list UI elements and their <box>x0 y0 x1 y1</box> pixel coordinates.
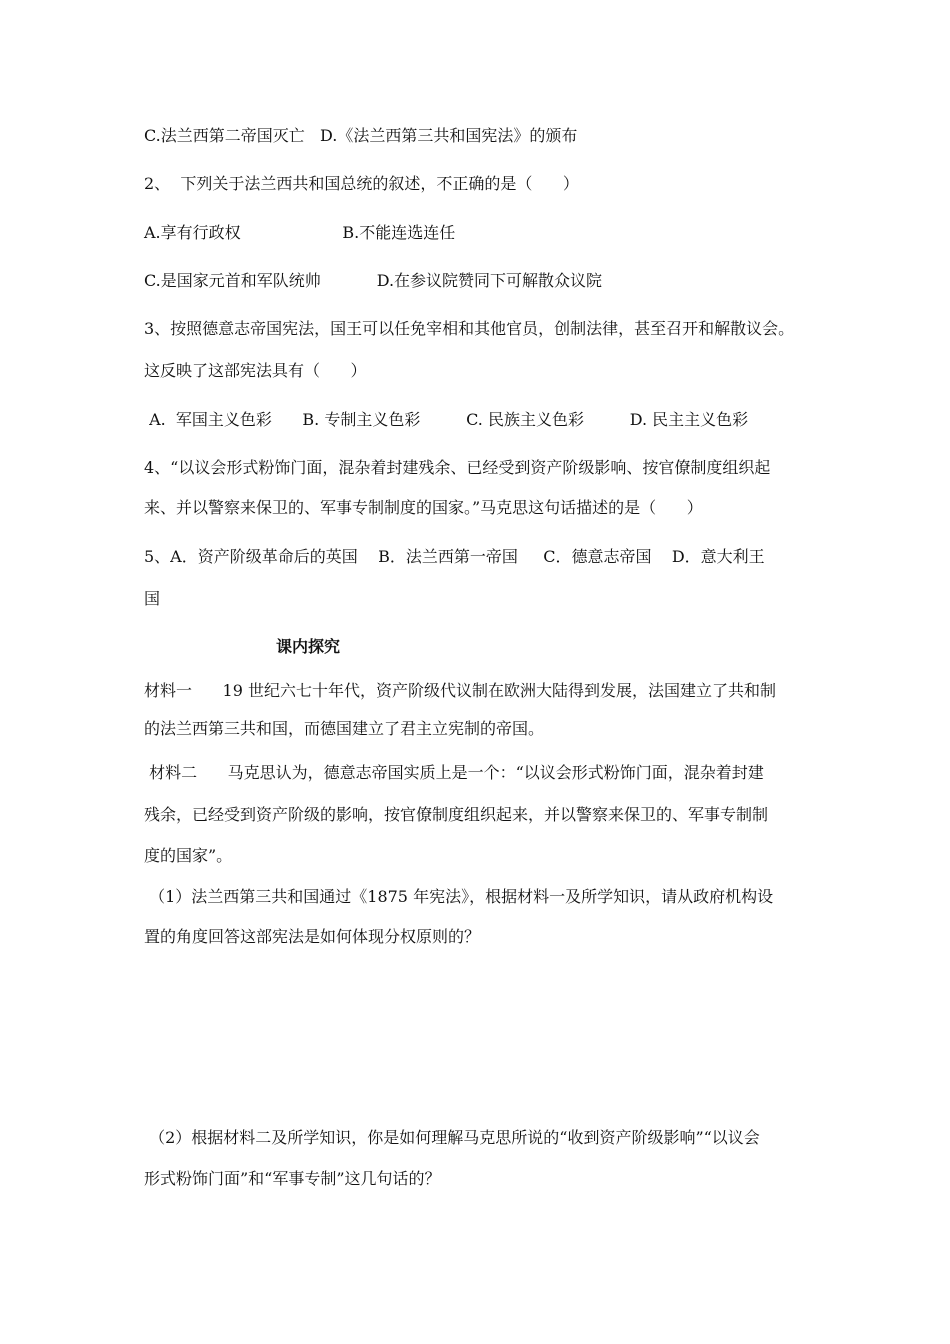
q4-stem-line1: 4、“以议会形式粉饰门面，混杂着封建残余、已经受到资产阶级影响、按官僚制度组织起 <box>144 458 771 477</box>
q2-options-ab: A.享有行政权 B.不能连选连任 <box>144 223 456 242</box>
q1-options-cd: C.法兰西第二帝国灭亡 D.《法兰西第三共和国宪法》的颁布 <box>144 126 578 145</box>
material2-line3: 度的国家”。 <box>144 846 233 865</box>
q3-stem-line2: 这反映了这部宪法具有（ ） <box>144 361 367 380</box>
section-heading: 课内探究 <box>276 637 341 656</box>
q5-options-line1: 5、A．资产阶级革命后的英国 B．法兰西第一帝国 C．德意志帝国 D．意大利王 <box>144 547 765 566</box>
question2-line1: （2）根据材料二及所学知识，你是如何理解马克思所说的“收到资产阶级影响”“以议会 <box>144 1128 760 1147</box>
q2-stem: 2、 下列关于法兰西共和国总统的叙述，不正确的是（ ） <box>144 174 579 193</box>
q4-stem-line2: 来、并以警察来保卫的、军事专制制度的国家。”马克思这句话描述的是（ ） <box>144 498 703 517</box>
question1-line2: 置的角度回答这部宪法是如何体现分权原则的？ <box>144 927 481 946</box>
material1-line1: 材料一 19 世纪六七十年代，资产阶级代议制在欧洲大陆得到发展，法国建立了共和制 <box>144 681 776 700</box>
q2-options-cd: C.是国家元首和军队统帅 D.在参议院赞同下可解散众议院 <box>144 271 603 290</box>
question1-line1: （1）法兰西第三共和国通过《1875 年宪法》，根据材料一及所学知识，请从政府机构设 <box>144 887 774 906</box>
question2-line2: 形式粉饰门面”和“军事专制”这几句话的？ <box>144 1169 441 1188</box>
q3-options: A. 军国主义色彩 B. 专制主义色彩 C. 民族主义色彩 D. 民主主义色彩 <box>144 410 749 429</box>
material2-line1: 材料二 马克思认为，德意志帝国实质上是一个：“以议会形式粉饰门面，混杂着封建 <box>144 763 764 782</box>
material1-line2: 的法兰西第三共和国，而德国建立了君主立宪制的帝国。 <box>144 719 545 738</box>
material2-line2: 残余，已经受到资产阶级的影响，按官僚制度组织起来，并以警察来保卫的、军事专制制 <box>144 805 769 824</box>
q3-stem-line1: 3、按照德意志帝国宪法，国王可以任免宰相和其他官员，创制法律，甚至召开和解散议会。 <box>144 319 795 338</box>
q5-options-line2: 国 <box>144 589 161 608</box>
